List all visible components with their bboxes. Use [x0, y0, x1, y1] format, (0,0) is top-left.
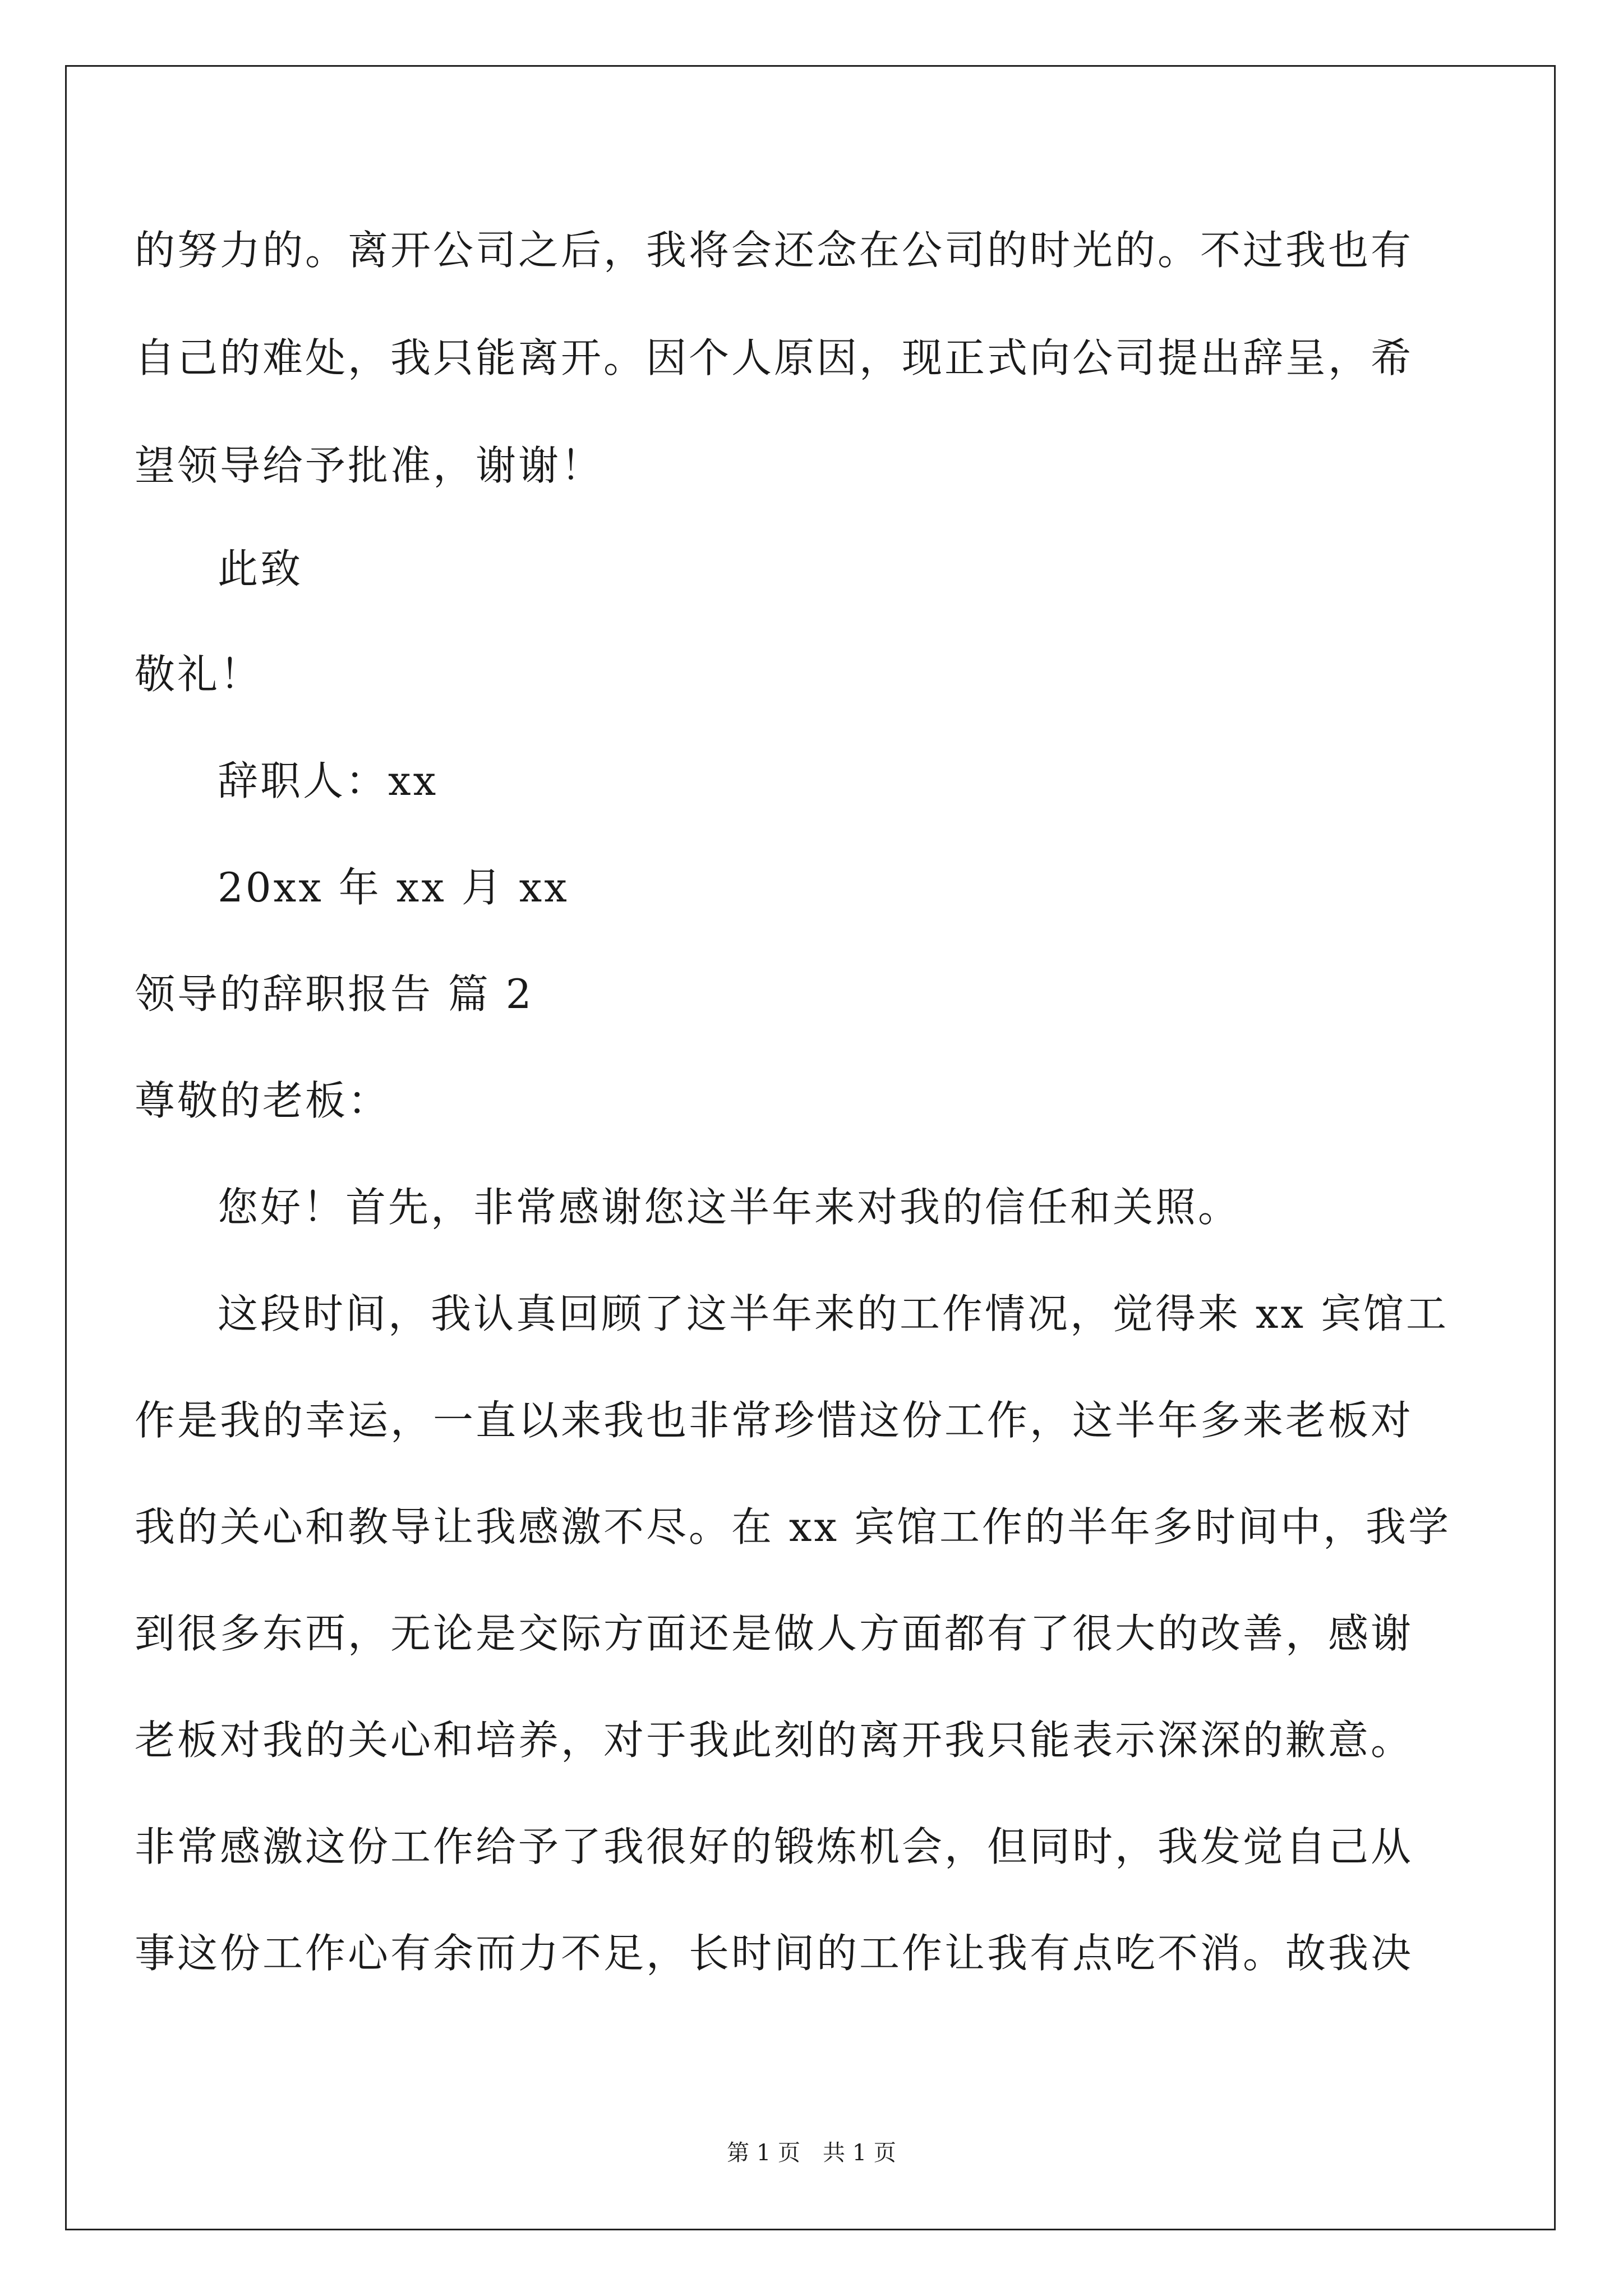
- body-text-line: 到很多东西，无论是交际方面还是做人方面都有了很大的改善，感谢: [135, 1610, 1414, 1657]
- body-text-line: 老板对我的关心和培养，对于我此刻的离开我只能表示深深的歉意。: [135, 1717, 1414, 1764]
- body-text-line: 非常感激这份工作给予了我很好的锻炼机会，但同时，我发觉自己从: [135, 1823, 1414, 1870]
- signature-name: 辞职人：xx: [218, 757, 439, 804]
- section-title: 领导的辞职报告 篇 2: [135, 970, 534, 1018]
- body-text-line: 的努力的。离开公司之后，我将会还念在公司的时光的。不过我也有: [135, 227, 1414, 274]
- body-text-line: 这段时间，我认真回顾了这半年来的工作情况，觉得来 xx 宾馆工: [218, 1290, 1449, 1337]
- page-number-footer: 第 1 页 共 1 页: [727, 2140, 896, 2166]
- body-text-line: 事这份工作心有余而力不足，长时间的工作让我有点吃不消。故我决: [135, 1930, 1414, 1977]
- closing-salutation: 此致: [218, 545, 303, 592]
- page-border: [65, 65, 1556, 2230]
- body-text-line: 自己的难处，我只能离开。因个人原因，现正式向公司提出辞呈，希: [135, 334, 1414, 381]
- body-text-line: 您好！首先，非常感谢您这半年来对我的信任和关照。: [218, 1184, 1241, 1231]
- body-text-line: 我的关心和教导让我感激不尽。在 xx 宾馆工作的半年多时间中，我学: [135, 1503, 1451, 1550]
- closing-regards: 敬礼！: [135, 651, 263, 698]
- greeting: 尊敬的老板：: [135, 1077, 391, 1124]
- signature-date: 20xx 年 xx 月 xx: [218, 864, 569, 911]
- body-text-line: 作是我的幸运，一直以来我也非常珍惜这份工作，这半年多来老板对: [135, 1397, 1414, 1444]
- body-text-line: 望领导给予批准，谢谢！: [135, 442, 604, 489]
